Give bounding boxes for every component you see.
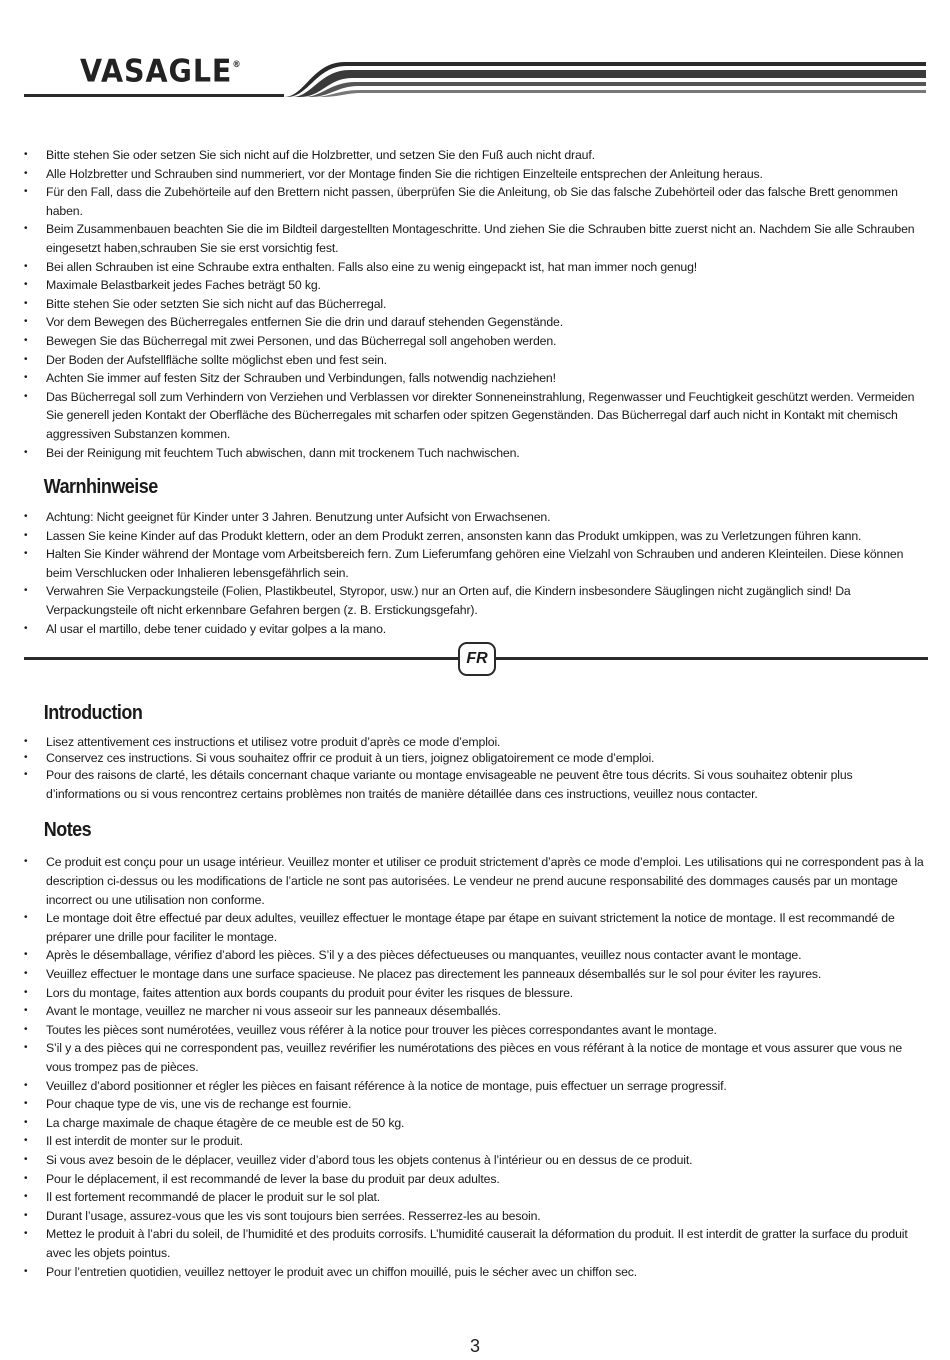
list-item: • Al usar el martillo, debe tener cuidado y evitar golpes a la mano. [24, 620, 928, 639]
list-item: • Pour le déplacement, il est recommandé de lever la base du produit par deux adultes. [24, 1170, 928, 1189]
list-item: • Bei der Reinigung mit feuchtem Tuch abwischen, dann mit trockenem Tuch nachwischen. [24, 444, 928, 463]
language-divider [24, 642, 928, 682]
list-item: • Der Boden der Aufstellfläche sollte möglichst eben und fest sein. [24, 351, 928, 370]
list-item: • Verwahren Sie Verpackungsteile (Folien, Plastikbeutel, Styropor, usw.) nur an Orten auf, die Kindern insbesondere Säuglingen nicht zugänglich sind! Da Verpackungsteile oft nicht erkennbare Gefahren bergen (z. B. Erstickungsgefahr). [24, 582, 928, 619]
introduction-list [24, 734, 928, 803]
list-item: • Maximale Belastbarkeit jedes Faches beträgt 50 kg. [24, 276, 928, 295]
list-item: • Alle Holzbretter und Schrauben sind nummeriert, vor der Montage finden Sie die richtigen Einzelteile entsprechen der Anleitung heraus. [24, 165, 928, 184]
list-item: • Toutes les pièces sont numérotées, veuillez vous référer à la notice pour trouver les pièces correspondantes avant le montage. [24, 1021, 928, 1040]
warnings-heading: Warnhinweise [43, 476, 158, 499]
list-item: • Lors du montage, faites attention aux bords coupants du produit pour éviter les risques de blessure. [24, 984, 928, 1003]
list-item: • Lisez attentivement ces instructions et utilisez votre produit d’après ce mode d’emploi. [24, 734, 928, 750]
list-item: • Für den Fall, dass die Zubehörteile auf den Brettern nicht passen, überprüfen Sie die Anleitung, ob Sie das falsche Zubehörteil oder das falsche Brett genommen haben. [24, 183, 928, 220]
german-instructions-list [24, 146, 928, 462]
list-item: • Halten Sie Kinder während der Montage vom Arbeitsbereich fern. Zum Lieferumfang gehören eine Vielzahl von Schrauben und anderen Kleinteilen. Diese können beim Verschlucken oder Inhalieren lebensgefährlich sein. [24, 545, 928, 582]
page-header [0, 0, 950, 110]
registered-mark: ® [232, 60, 241, 70]
list-item: • Beim Zusammenbauen beachten Sie die im Bildteil dargestellten Montageschritte. Und ziehen Sie die Schrauben bitte zuerst nicht an. Nachdem Sie alle Schrauben eingesetzt haben,schrauben Sie sie erst vorsichtig fest. [24, 220, 928, 257]
list-item: • Le montage doit être effectué par deux adultes, veuillez effectuer le montage étape par étape en suivant strictement la notice de montage. Il est recommandé de préparer une drille pour faciliter le montage. [24, 909, 928, 946]
list-item: • Das Bücherregal soll zum Verhindern von Verziehen und Verblassen vor direkter Sonneneinstrahlung, Regenwasser und Feuchtigkeit geschützt werden. Vermeiden Sie generell jeden Kontakt der Oberfläche des Bücherregales mit scharfen oder spitzen Gegenständen. Das Bücherregal darf auch nicht in Kontakt mit chemisch aggressiven Substanzen kommen. [24, 388, 928, 444]
list-item: • Bei allen Schrauben ist eine Schraube extra enthalten. Falls also eine zu wenig eingepackt ist, hat man immer noch genug! [24, 258, 928, 277]
notes-heading: Notes [43, 819, 92, 842]
page-number: 3 [469, 1336, 480, 1356]
list-item: • Vor dem Bewegen des Bücherregales entfernen Sie die drin und darauf stehenden Gegenstände. [24, 313, 928, 332]
list-item: • Bitte stehen Sie oder setzten Sie sich nicht auf das Bücherregal. [24, 295, 928, 314]
list-item: • Bewegen Sie das Bücherregal mit zwei Personen, und das Bücherregal soll angehoben werden. [24, 332, 928, 351]
list-item: • Il est interdit de monter sur le produit. [24, 1132, 928, 1151]
introduction-heading: Introduction [43, 702, 143, 725]
language-badge-fr: FR [458, 642, 496, 676]
list-item: • Veuillez effectuer le montage dans une surface spacieuse. Ne placez pas directement les panneaux désemballés sur le sol pour éviter les rayures. [24, 965, 928, 984]
list-item: • Achten Sie immer auf festen Sitz der Schrauben und Verbindungen, falls notwendig nachziehen! [24, 369, 928, 388]
brand-name: VASAGLE [80, 53, 233, 90]
list-item: • Conservez ces instructions. Si vous souhaitez offrir ce produit à un tiers, joignez obligatoirement ce mode d’emploi. [24, 750, 928, 766]
list-item: • Il est fortement recommandé de placer le produit sur le sol plat. [24, 1188, 928, 1207]
list-item: • Durant l’usage, assurez-vous que les vis sont toujours bien serrées. Resserrez-les au besoin. [24, 1207, 928, 1226]
list-item: • S’il y a des pièces qui ne correspondent pas, veuillez revérifier les numérotations des pièces en vous référant à la notice de montage et vous assurer que vous ne vous trompez pas de pièces. [24, 1039, 928, 1076]
list-item: • Ce produit est conçu pour un usage intérieur. Veuillez monter et utiliser ce produit strictement d’après ce mode d’emploi. Les utilisations qui ne correspondent pas à la description ci-dessus ou les modifications de l’article ne sont pas autorisées. Le vendeur ne prend aucune responsabilité des dommages causés par un montage incorrect ou une utilisation non conforme. [24, 853, 928, 909]
list-item: • Bitte stehen Sie oder setzen Sie sich nicht auf die Holzbretter, und setzen Sie den Fuß auch nicht drauf. [24, 146, 928, 165]
warnings-list [24, 508, 928, 638]
list-item: • Pour chaque type de vis, une vis de rechange est fournie. [24, 1095, 928, 1114]
list-item: • Achtung: Nicht geeignet für Kinder unter 3 Jahren. Benutzung unter Aufsicht von Erwachsenen. [24, 508, 928, 527]
list-item: • Mettez le produit à l’abri du soleil, de l’humidité et des produits corrosifs. L’humidité causerait la déformation du produit. Il est interdit de gratter la surface du produit avec les objets pointus. [24, 1225, 928, 1262]
list-item: • Veuillez d’abord positionner et régler les pièces en faisant référence à la notice de montage, puis effectuer un serrage progressif. [24, 1077, 928, 1096]
notes-list [24, 853, 928, 1281]
list-item: • Après le désemballage, vérifiez d’abord les pièces. S’il y a des pièces défectueuses ou manquantes, veuillez nous contacter avant le montage. [24, 946, 928, 965]
list-item: • Si vous avez besoin de le déplacer, veuillez vider d’abord tous les objets contenus à l’intérieur ou en dessus de ce produit. [24, 1151, 928, 1170]
list-item: • La charge maximale de chaque étagère de ce meuble est de 50 kg. [24, 1114, 928, 1133]
list-item: • Pour des raisons de clarté, les détails concernant chaque variante ou montage envisageable ne peuvent être tous décrits. Si vous souhaitez obtenir plus d’informations ou si vous rencontrez certains problèmes non traités de manière détaillée dans ces instructions, veuillez nous contacter. [24, 766, 928, 803]
page-content [24, 146, 928, 1281]
brand-logo [80, 50, 241, 89]
list-item: • Avant le montage, veuillez ne marcher ni vous asseoir sur les panneaux désemballés. [24, 1002, 928, 1021]
list-item: • Pour l’entretien quotidien, veuillez nettoyer le produit avec un chiffon mouillé, puis le sécher avec un chiffon sec. [24, 1263, 928, 1282]
list-item: • Lassen Sie keine Kinder auf das Produkt klettern, oder an dem Produkt zerren, ansonsten kann das Produkt umkippen, was zu Verletzungen führen kann. [24, 527, 928, 546]
